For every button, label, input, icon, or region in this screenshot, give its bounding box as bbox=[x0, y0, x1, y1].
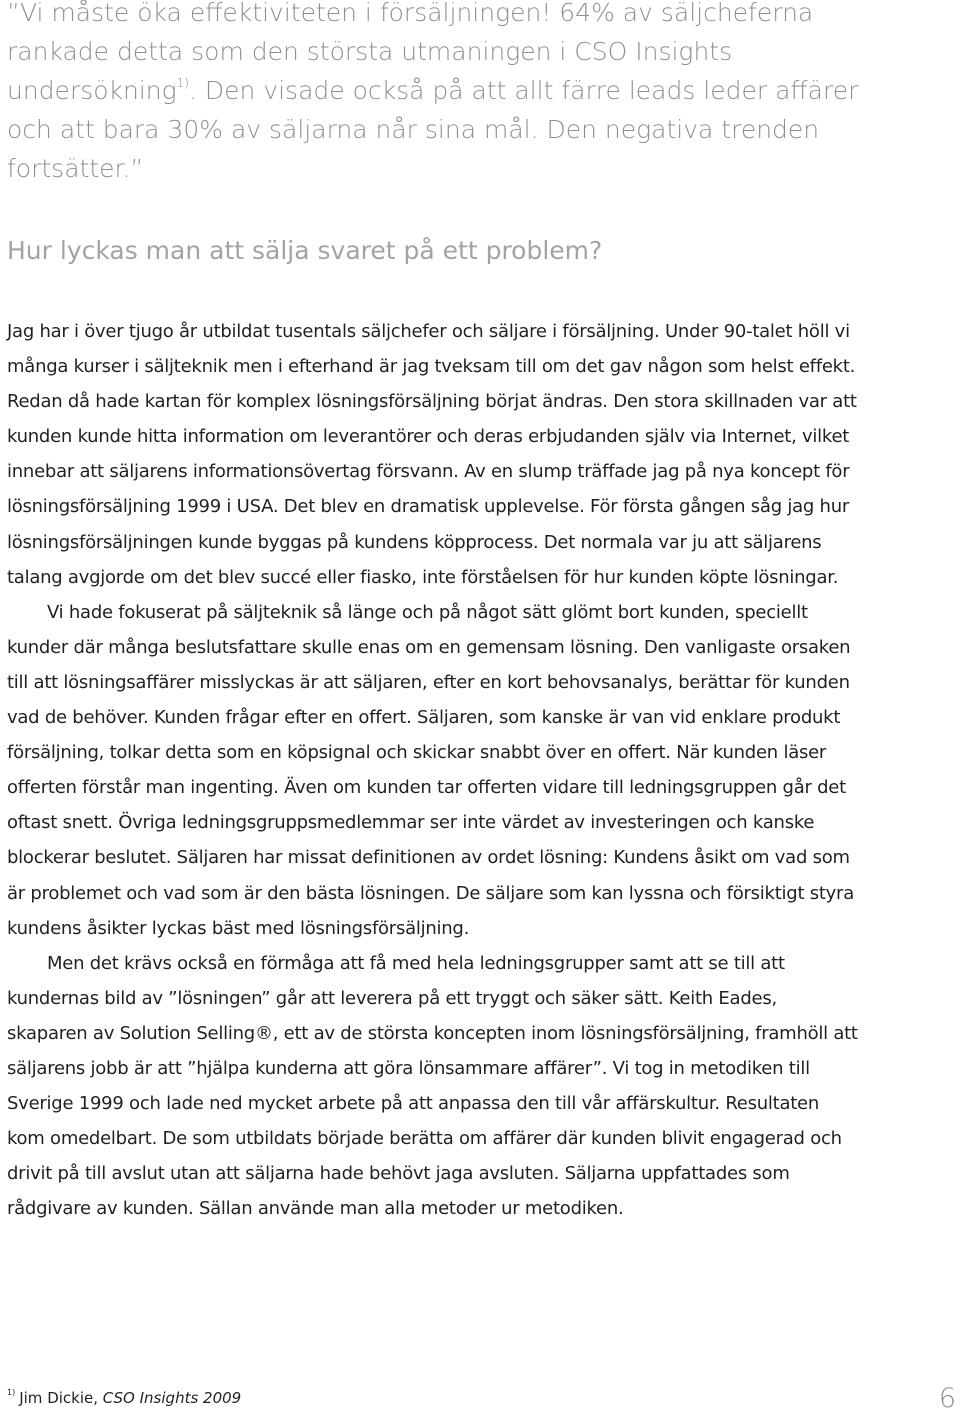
section-heading: Hur lyckas man att sälja svaret på ett problem? bbox=[7, 236, 603, 265]
footnote-source: CSO Insights 2009 bbox=[102, 1389, 242, 1407]
body-paragraph-2: Vi hade fokuserat på säljteknik så länge och på något sätt glömt bort kunden, speciellt kunder där många beslutsfattare skulle enas om en gemensam lösning. Den vanligaste orsaken till att lösningsaffärer misslyckas är att säljaren, efter en kort behovsanalys, berättar för kunden vad de behöver. Kunden frågar efter en offert. Säljaren, som kanske är van vid enklare produkt försäljning, tolkar detta som en köpsignal och skickar snabbt över en offert. När kunden läser offerten förstår man ingenting. Även om kunden tar offerten vidare till ledningsgruppen går det oftast snett. Övriga ledningsgruppsmedlemmar ser inte värdet av investeringen och kanske blockerar beslutet. Säljaren har missat definitionen av ordet lösning: Kundens åsikt om vad som är problemet och vad som är den bästa lösningen. De säljare som kan lyssna och försiktigt styra kundens åsikter lyckas bäst med lösningsförsäljning. bbox=[7, 601, 854, 939]
article-body bbox=[7, 314, 862, 1226]
body-paragraph-1: Jag har i över tjugo år utbildat tusentals säljchefer och säljare i försäljning. Under 90-talet höll vi många kurser i säljteknik men i efterhand är jag tveksam till om det gav någon som helst effekt. Redan då hade kartan för komplex lösningsförsäljning börjat ändras. Den stora skillnaden var att kunden kunde hitta information om leverantörer och deras erbjudanden själv via Internet, vilket innebar att säljarens informationsövertag försvann. Av en slump träffade jag på nya koncept för lösningsförsäljning 1999 i USA. Det blev en dramatisk upplevelse. För första gången såg jag hur lösningsförsäljningen kunde byggas på kundens köpprocess. Det normala var ju att säljarens talang avgjorde om det blev succé eller fiasko, inte förståelsen för hur kunden köpte lösningar. bbox=[7, 321, 857, 588]
footnote-reference[interactable]: 1) bbox=[176, 76, 189, 90]
footnote-author: Jim Dickie, bbox=[19, 1389, 103, 1407]
footnote-marker: 1) bbox=[7, 1388, 16, 1397]
intro-quote-text-2: . Den visade också på att allt färre leads leder affärer och att bara 30% av säljarna når sina mål. Den negativa trenden fortsätter.” bbox=[7, 76, 859, 183]
footnote bbox=[7, 1386, 241, 1410]
intro-quote bbox=[7, 0, 907, 188]
body-paragraph-3: Men det krävs också en förmåga att få med hela ledningsgrupper samt att se till att kundernas bild av ”lösningen” går att leverera på ett tryggt och säker sätt. Keith Eades, skaparen av Solution Selling®, ett av de största koncepten inom lösningsförsäljning, framhöll att säljarens jobb är att ”hjälpa kunderna att göra lönsammare affärer”. Vi tog in metodiken till Sverige 1999 och lade ned mycket arbete på att anpassa den till vår affärskultur. Resultaten kom omedelbart. De som utbildats började berätta om affärer där kunden blivit engagerad och drivit på till avslut utan att säljarna hade behövt jaga avsluten. Säljarna uppfattades som rådgivare av kunden. Sällan använde man alla metoder ur metodiken. bbox=[7, 952, 858, 1220]
intro-quote-text-1: ”Vi måste öka effektiviteten i försäljningen! 64% av säljcheferna rankade detta som den största utmaningen i CSO Insights undersökning bbox=[7, 0, 814, 105]
page-number: 6 bbox=[938, 1383, 956, 1414]
